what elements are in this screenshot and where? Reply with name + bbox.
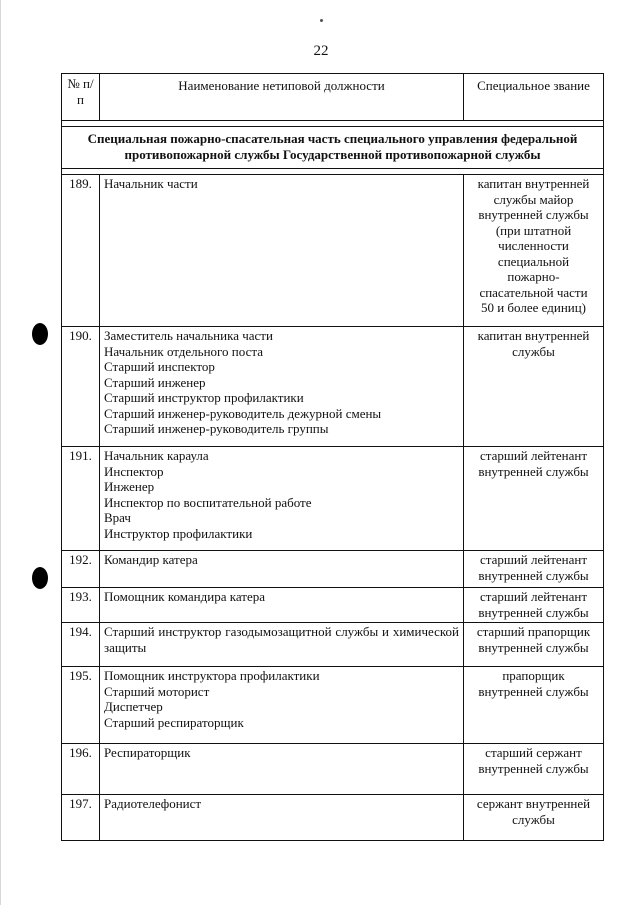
row-number: 190. — [62, 327, 100, 447]
row-number: 197. — [62, 795, 100, 841]
row-rank: старший лейтенант внутренней службы — [464, 551, 604, 588]
position-line: Старший инструктор профилактики — [104, 390, 304, 405]
position-line: Радиотелефонист — [104, 796, 202, 811]
row-positions — [100, 588, 464, 623]
row-positions — [100, 327, 464, 447]
table-row — [62, 667, 604, 744]
header-rank: Специальное звание — [464, 74, 604, 121]
positions-table — [61, 73, 604, 841]
position-line: Старший респираторщик — [104, 714, 244, 730]
table-header-row — [62, 74, 604, 121]
table-row — [62, 175, 604, 327]
row-rank: сержант внутренней службы — [464, 795, 604, 841]
header-position: Наименование нетиповой должности — [100, 74, 464, 121]
table-row — [62, 744, 604, 795]
position-line: Старший инженер — [104, 374, 206, 390]
row-rank: капитан внутренней службы майор внутренней службы (при штатной численности специальной пожарно-спасательной части 50 и более единиц) — [464, 175, 604, 327]
position-line: Инспектор по воспитательной работе — [104, 494, 312, 510]
row-rank: капитан внутренней службы — [464, 327, 604, 447]
position-line: Диспетчер — [104, 699, 163, 714]
row-rank: старший сержант внутренней службы — [464, 744, 604, 795]
row-rank: прапорщик внутренней службы — [464, 667, 604, 744]
table-row — [62, 588, 604, 623]
scan-speck — [320, 19, 323, 22]
position-line: Помощник командира катера — [104, 589, 265, 604]
position-line: Инспектор — [104, 463, 164, 479]
table-row — [62, 551, 604, 588]
position-line: Заместитель начальника части — [104, 328, 273, 343]
row-rank: старший лейтенант внутренней службы — [464, 588, 604, 623]
position-line: Старший инженер-руководитель группы — [104, 421, 329, 436]
row-number: 194. — [62, 623, 100, 667]
row-number: 191. — [62, 447, 100, 551]
section-row — [62, 127, 604, 169]
position-line: Начальник отдельного поста — [104, 343, 263, 359]
position-line: Инженер — [104, 479, 155, 494]
row-rank: старший лейтенант внутренней службы — [464, 447, 604, 551]
row-positions — [100, 175, 464, 327]
row-number: 192. — [62, 551, 100, 588]
position-line: Командир катера — [104, 552, 198, 567]
row-positions — [100, 551, 464, 588]
row-number: 195. — [62, 667, 100, 744]
row-positions — [100, 795, 464, 841]
position-line: Инструктор профилактики — [104, 525, 253, 541]
row-number: 196. — [62, 744, 100, 795]
row-positions — [100, 744, 464, 795]
position-line: Старший инженер-руководитель дежурной смены — [104, 405, 382, 421]
position-line: Старший моторист — [104, 683, 210, 699]
position-line: Врач — [104, 510, 131, 525]
section-title: Специальная пожарно-спасательная часть специального управления федеральной противопожарной службы Государственной противопожарной службы — [62, 127, 604, 169]
table-row — [62, 327, 604, 447]
row-positions — [100, 447, 464, 551]
punch-hole — [32, 567, 48, 589]
position-line: Старший инспектор — [104, 359, 215, 374]
table-row — [62, 623, 604, 667]
position-line: Начальник караула — [104, 448, 209, 463]
header-number: № п/п — [62, 74, 100, 121]
position-line: Помощник инструктора профилактики — [104, 668, 320, 683]
row-number: 189. — [62, 175, 100, 327]
row-rank: старший прапорщик внутренней службы — [464, 623, 604, 667]
page-number: 22 — [313, 43, 329, 59]
position-line: Респираторщик — [104, 745, 191, 760]
punch-hole — [32, 323, 48, 345]
table-row — [62, 447, 604, 551]
row-positions: Старший инструктор газодымозащитной службы и химической защиты — [100, 623, 464, 667]
row-positions — [100, 667, 464, 744]
table-row — [62, 795, 604, 841]
row-number: 193. — [62, 588, 100, 623]
position-line: Начальник части — [104, 176, 198, 191]
